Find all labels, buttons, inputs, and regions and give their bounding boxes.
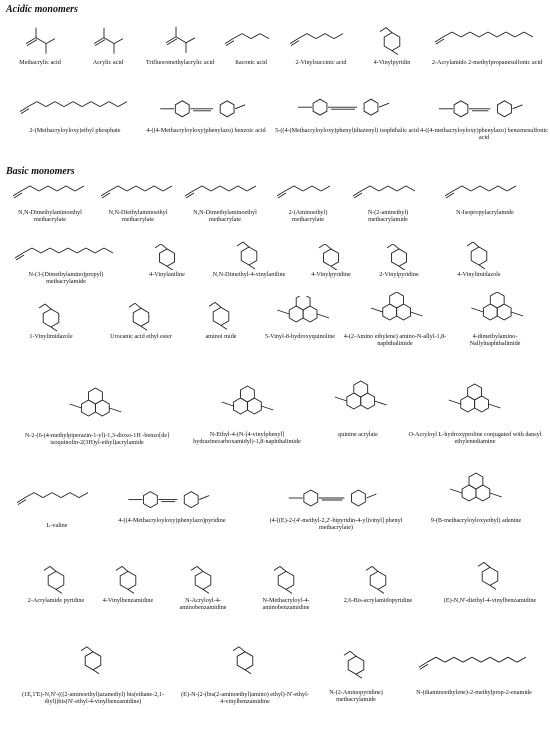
monomer-name-label: 4-dimethylamino-Nallylnaphthalimide [469, 333, 521, 348]
chemical-structure-drawing [112, 480, 232, 516]
monomer-entry [8, 622, 178, 705]
monomer-entry [164, 562, 242, 611]
monomer-entry [406, 470, 546, 524]
monomer-name-label: 5-((4-(Methacryloyloxy)phenyl)diazenyl) isophthalic acid [275, 127, 419, 134]
chemical-structure-drawing [440, 552, 540, 596]
monomer-entry [130, 244, 204, 278]
chemical-structure-drawing [10, 302, 92, 332]
chemical-structure-drawing [266, 476, 406, 516]
monomer-name-label: (E)-N,N'-diethyl-4-vinylbenzamidine [443, 597, 537, 604]
chemical-structure-drawing [16, 562, 96, 596]
chemical-structure-drawing [164, 562, 242, 596]
monomer-name-label: (E)-N-(2-(bis(2-aminoethyl)amino) ethyl)-N'-ethyl-4-vinylbenzamidine [181, 691, 309, 706]
monomer-name-label: Itaconic acid [235, 59, 267, 66]
monomer-entry [366, 244, 432, 278]
chemical-structure-drawing [406, 470, 546, 516]
chemical-structure-drawing [12, 385, 182, 431]
monomer-name-label: 4-Vinylpyridin [373, 59, 411, 66]
chemical-structure-drawing [404, 636, 544, 688]
monomer-name-label: 2-Vinylpyridine [379, 271, 419, 278]
monomer-name-label: 4-(2-Amino ethylene) amino-N-allyl-1,8-naphthalimide [343, 333, 447, 348]
monomer-name-label: 4-Vinylimidazole [457, 271, 501, 278]
monomer-name-label: N-Ethyl-4-(N-[4-vinylphenyl] hydrazinecarboxamidyl)-1,8-naphthalimide [193, 431, 301, 446]
monomer-entry [16, 562, 96, 604]
chemical-structure-drawing [206, 240, 292, 270]
chemical-structure-drawing [220, 22, 282, 58]
monomer-entry [262, 296, 338, 340]
monomer-entry [312, 636, 400, 703]
monomer-name-label: 2-(Aminoethyl) methacrylate [288, 209, 328, 224]
monomer-entry [186, 298, 256, 340]
monomer-name-label: quinine acrylate [338, 431, 378, 438]
monomer-entry [402, 378, 548, 445]
monomer-name-label: (1E,1'E)-N,N'-(((2-aminoethyl)azanediyl) bis(ethane-2,1-diyl))bis(N'-ethyl-4-vinylbenzamidine) [21, 691, 165, 706]
monomer-entry [360, 22, 424, 66]
monomer-entry [180, 622, 310, 705]
monomer-entry [430, 18, 544, 66]
monomer-name-label: L-valine [46, 522, 68, 529]
monomer-entry [112, 480, 232, 524]
chemical-structure-drawing [180, 178, 270, 208]
monomer-entry [140, 88, 272, 134]
monomer-entry [420, 88, 548, 141]
chemical-structure-drawing [436, 240, 522, 270]
monomer-entry [348, 178, 428, 223]
acidic-section-title: Acidic monomers [6, 4, 78, 15]
monomer-name-label: 2-Acrylamide pyridine [27, 597, 85, 604]
monomer-name-label: 2-Acrylamido 2-methylpropanesulfonic acid [431, 59, 543, 66]
monomer-entry [98, 562, 158, 604]
monomer-name-label: Trifluoromethylacrylic acid [145, 59, 215, 66]
chemical-structure-drawing [316, 372, 400, 430]
monomer-entry [272, 178, 344, 223]
chemical-structure-drawing [312, 636, 400, 688]
monomer-name-label: N-Isopropylacrylamide [456, 209, 514, 216]
monomer-name-label: N-Methacryloyl-4-aminobenzamidine [262, 597, 310, 612]
monomer-entry [272, 84, 422, 134]
chemical-structure-drawing [180, 622, 310, 690]
chemical-structure-drawing [182, 382, 312, 430]
monomer-entry [206, 240, 292, 278]
chemical-structure-drawing [10, 240, 122, 270]
monomer-entry [180, 178, 270, 223]
chemical-structure-drawing [8, 622, 178, 690]
chemical-structure-drawing [140, 20, 220, 58]
monomer-name-label: 2-(Methacryloyloxy)ethyl phosphate [29, 127, 121, 134]
chemical-structure-drawing [440, 178, 530, 208]
monomer-entry [440, 178, 530, 216]
monomer-name-label: N-(2-Aminopyridine) methacrylamide [329, 689, 383, 704]
chemical-structure-drawing [430, 18, 544, 58]
monomer-entry [448, 292, 542, 347]
monomer-name-label: N,N-Dimethylaminoethyl methacrylate [193, 209, 257, 224]
monomer-name-label: aminoi mide [205, 333, 237, 340]
monomer-name-label: N-(2-aminethyl) methacrylamide [367, 209, 409, 224]
monomer-entry [244, 562, 328, 611]
chemical-structure-drawing [342, 292, 448, 332]
monomer-entry [266, 476, 406, 531]
chemical-structure-drawing [96, 300, 186, 332]
monomer-entry [10, 90, 140, 134]
chemical-structure-drawing [448, 292, 542, 332]
monomer-name-label: N,N-Diethylaminoethyl methacrylate [108, 209, 168, 224]
chemical-structure-drawing [12, 475, 102, 521]
chemical-structure-drawing [348, 178, 428, 208]
monomer-name-label: N-(3-(Dimethylamino)propyl) methacrylamide [28, 271, 104, 286]
chemical-structure-drawing [330, 562, 426, 596]
monomer-name-label: N,N-Dimethyl-4-vinylaniline [212, 271, 286, 278]
monomer-entry [285, 22, 357, 66]
monomer-name-label: 5-Vinyl-8-hydroxyquinoline [264, 333, 336, 340]
monomer-entry [78, 22, 138, 66]
monomer-name-label: 1-Vinylimidazole [29, 333, 73, 340]
chemical-structure-drawing [298, 244, 364, 270]
monomer-entry [6, 22, 74, 66]
chemical-structure-drawing [262, 296, 338, 332]
monomer-name-label: 4-Vinylpyridine [311, 271, 351, 278]
monomer-name-label: 4-((4-methacryloyloxy)phenylazo) benzenesulfonic acid [420, 127, 548, 142]
monomer-name-label: 4-Vinylbenzamidine [102, 597, 154, 604]
chemical-structure-drawing [8, 178, 92, 208]
monomer-entry [96, 300, 186, 340]
monomer-entry [182, 382, 312, 445]
monomer-name-label: 2,6-Bis-acrylamidopyridine [343, 597, 413, 604]
monomer-entry [330, 562, 426, 604]
monomer-name-label: 4-((4-Methacryloyloxy)phenylazo) benzoic acid [146, 127, 266, 134]
monomer-entry [12, 475, 102, 529]
chemical-structure-drawing [96, 178, 180, 208]
monomer-entry [298, 244, 364, 278]
monomer-name-label: O-Acryloyl L-hydroxyproline conjugated with dansyl ethylenediamine [408, 431, 542, 446]
monomer-name-label: N,N-Dimethylaminoethyl methacrylate [18, 209, 82, 224]
chemical-structure-drawing [6, 22, 74, 58]
monomer-entry [10, 240, 122, 285]
monomer-entry [220, 22, 282, 66]
monomer-entry [12, 385, 182, 446]
monomer-entry [440, 552, 540, 604]
monomer-entry [404, 636, 544, 696]
chemical-structure-drawing [402, 378, 548, 430]
monomer-name-label: 2-Vinylsuccinic acid [295, 59, 347, 66]
monomer-name-label: 4-Vinylaniline [149, 271, 185, 278]
chemical-structure-drawing [272, 178, 344, 208]
chemical-structure-drawing [360, 22, 424, 58]
monomer-entry [140, 20, 220, 66]
chemical-structure-drawing [78, 22, 138, 58]
monomer-name-label: Acrylic acid [92, 59, 124, 66]
monomer-entry [8, 178, 92, 223]
monomer-name-label: (4-[(E)-2-(4'-methyl-2,2'-bipyridin-4-yl)vinyl] phenyl methacrylate) [269, 517, 403, 532]
monomer-name-label: N-2-(6-(4-methylpiperazin-1-yl)-1,3-dioxo-1H -benzo[de] isoquinolin-2(3H)yl-ethyl)acrylamide [24, 432, 170, 447]
basic-section-title: Basic monomers [6, 166, 75, 177]
chemical-structure-drawing [10, 90, 140, 126]
monomer-entry [10, 302, 92, 340]
monomer-name-label: N-Acryloyl-4-aminobenzamidine [179, 597, 227, 612]
chemical-structure-drawing [272, 84, 422, 126]
chemical-structure-drawing [285, 22, 357, 58]
chemical-structure-drawing [244, 562, 328, 596]
monomer-name-label: N-(diaminoethylene)-2-methylprop-2-enamide [416, 689, 532, 696]
chemical-structure-drawing [420, 88, 548, 126]
monomer-entry [316, 372, 400, 438]
chemical-structure-drawing [186, 298, 256, 332]
chemical-structure-drawing [140, 88, 272, 126]
monomer-entry [342, 292, 448, 347]
monomer-name-label: Methacrylic acid [19, 59, 61, 66]
chemical-structure-drawing [98, 562, 158, 596]
monomer-entry [436, 240, 522, 278]
monomer-name-label: 4-((4-Methacryloyloxy)phenylazo)pyridine [118, 517, 226, 524]
chemical-structure-drawing [130, 244, 204, 270]
monomer-name-label: Urocanic acid ethyl ester [110, 333, 172, 340]
monomer-entry [96, 178, 180, 223]
monomer-name-label: 9-(B-methacryloyloxyethyl) adenine [430, 517, 522, 524]
chemical-structure-drawing [366, 244, 432, 270]
